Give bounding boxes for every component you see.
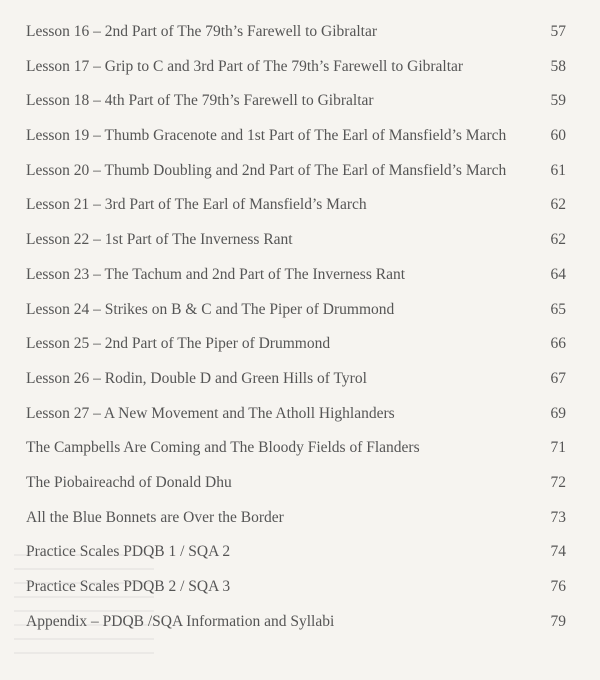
toc-entry-page: 73 <box>550 508 566 526</box>
toc-entry <box>26 195 566 230</box>
toc-entry-page: 58 <box>550 57 566 75</box>
toc-entry-title: The Campbells Are Coming and The Bloody Fields of Flanders <box>26 439 420 457</box>
toc-entry <box>26 91 566 126</box>
toc-entry-title: Lesson 24 – Strikes on B & C and The Piper of Drummond <box>26 300 395 318</box>
toc-entry-page: 60 <box>550 127 566 145</box>
toc-entry-page: 74 <box>550 543 566 561</box>
toc-entry <box>26 473 566 508</box>
toc-entry <box>26 126 566 161</box>
toc-entry-page: 57 <box>550 23 566 40</box>
toc-entry <box>26 369 566 404</box>
toc-entry-title: Lesson 26 – Rodin, Double D and Green Hills of Tyrol <box>26 369 367 387</box>
toc-entry-page: 76 <box>550 578 566 595</box>
toc-entry <box>26 22 566 57</box>
toc-entry-page: 61 <box>550 161 566 179</box>
toc-entry <box>26 161 566 196</box>
toc-entry-title: Lesson 22 – 1st Part of The Inverness Rant <box>26 231 293 249</box>
toc-entry-page: 79 <box>550 612 566 630</box>
toc-entry-page: 72 <box>550 473 566 491</box>
toc-entry-page: 59 <box>550 92 566 110</box>
toc-entry-title: Lesson 17 – Grip to C and 3rd Part of The 79th’s Farewell to Gibraltar <box>26 57 464 75</box>
show-through-text <box>14 554 154 674</box>
toc-entry <box>26 508 566 543</box>
toc-entry-title: Lesson 19 – Thumb Gracenote and 1st Part of The Earl of Mansfield’s March <box>26 127 507 145</box>
toc-entry-title: Lesson 27 – A New Movement and The Atholl Highlanders <box>26 404 395 422</box>
toc-entry-page: 66 <box>550 335 566 353</box>
toc-entry-page: 65 <box>550 300 566 318</box>
toc-entry-title: Lesson 18 – 4th Part of The 79th’s Farewell to Gibraltar <box>26 92 374 110</box>
toc-entry-page: 71 <box>550 439 566 457</box>
toc-entry <box>26 404 566 439</box>
toc-entry-title: Lesson 16 – 2nd Part of The 79th’s Farewell to Gibraltar <box>26 23 377 40</box>
toc-entry-title: All the Blue Bonnets are Over the Border <box>26 508 284 526</box>
toc-entry-title: Practice Scales PDQB 2 / SQA 3 <box>26 578 231 595</box>
toc-entry-page: 69 <box>550 404 566 422</box>
toc-entry-title: Appendix – PDQB /SQA Information and Syllabi <box>26 612 335 630</box>
toc-entry-page: 67 <box>550 369 566 387</box>
toc-entry <box>26 230 566 265</box>
table-of-contents <box>26 22 566 646</box>
toc-entry-title: Lesson 25 – 2nd Part of The Piper of Drummond <box>26 335 331 353</box>
toc-entry-title: Lesson 23 – The Tachum and 2nd Part of The Inverness Rant <box>26 265 406 283</box>
toc-entry-title: Lesson 21 – 3rd Part of The Earl of Mansfield’s March <box>26 196 367 214</box>
toc-entry <box>26 57 566 92</box>
toc-entry <box>26 438 566 473</box>
toc-entry-page: 64 <box>550 265 566 283</box>
toc-entry <box>26 300 566 335</box>
toc-entry <box>26 265 566 300</box>
toc-entry-title: The Piobaireachd of Donald Dhu <box>26 473 232 491</box>
toc-entry-title: Lesson 20 – Thumb Doubling and 2nd Part of The Earl of Mansfield’s March <box>26 161 507 179</box>
toc-entry-title: Practice Scales PDQB 1 / SQA 2 <box>26 543 231 561</box>
toc-entry-page: 62 <box>550 231 566 249</box>
toc-entry <box>26 334 566 369</box>
toc-entry-page: 62 <box>550 196 566 214</box>
